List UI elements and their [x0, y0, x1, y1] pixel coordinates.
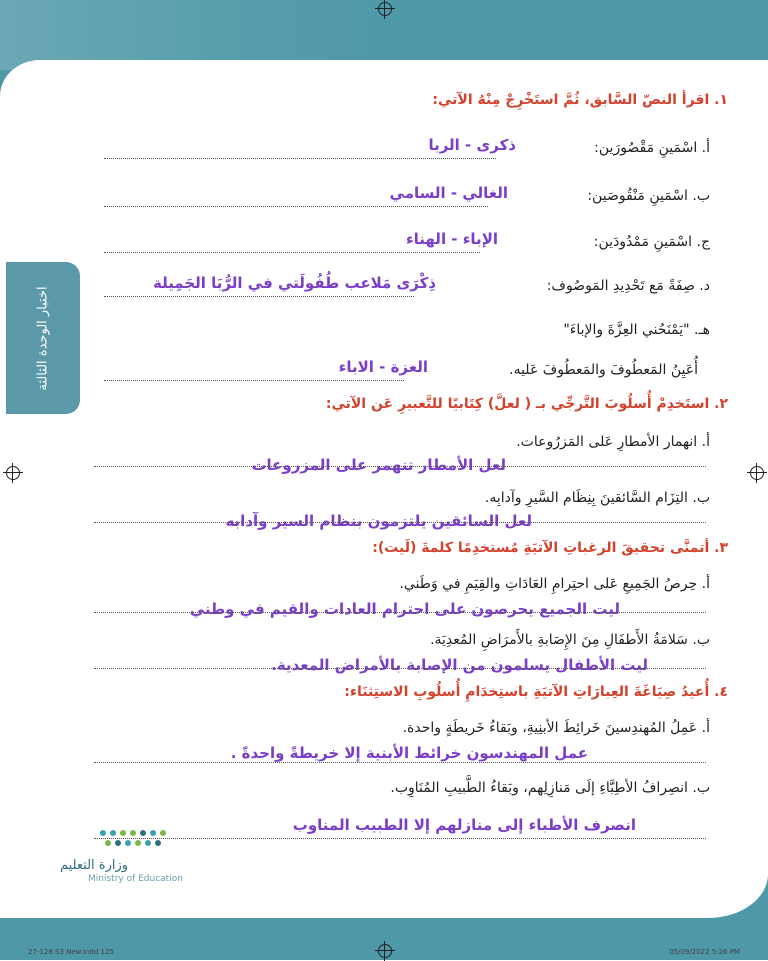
- registration-mark-bottom: [378, 944, 392, 958]
- q3-prompt: ٣. أتمنَّى تحقيقَ الرغباتِ الآتيَةِ مُستخدِمًا كلمةَ (لَيت):: [372, 540, 728, 556]
- logo-dot: [100, 830, 106, 836]
- q2-a-answer: لعل الأمطار تنهمر على المزروعات: [251, 456, 506, 474]
- q4-b-label: ب. انصِرافُ الأطِبَّاءِ إلَى مَنازِلِهم، وبَقاءُ الطَّبيبِ المُنَاوِب.: [390, 780, 710, 796]
- q2-b-label: ب. التِزَام السَّائقينَ بِنِظَام السَّيرِ وآدابِه.: [484, 490, 710, 506]
- q1-b-answer-line: [104, 206, 488, 207]
- q4-b-answer: انصرف الأطباء إلى منازلهم إلا الطبيب المناوب: [292, 816, 636, 834]
- q1-b-label: ب. اسْمَينِ مَنْقُوصَين:: [587, 188, 710, 204]
- logo-dot: [145, 840, 151, 846]
- q2-a-label: أ. انهمار الأمطارِ عَلى المَزرُوعات.: [516, 434, 710, 450]
- q4-a-label: أ. عَمِلُ المُهندِسينَ خَرائِطَ الأبنِيةِ، وبَقاءُ خَريطَةٍ واحدة.: [402, 720, 710, 736]
- ministry-name-en: Ministry of Education: [88, 874, 183, 884]
- logo-dot: [105, 840, 111, 846]
- logo-dot: [115, 840, 121, 846]
- logo-dot: [140, 830, 146, 836]
- page-number: ١٢٥: [42, 888, 75, 909]
- q1-a-answer: ذكرى - الربا: [428, 136, 516, 154]
- logo-dot: [125, 840, 131, 846]
- q3-a-answer-line: [94, 612, 706, 613]
- registration-mark-left: [6, 466, 20, 480]
- ministry-name-ar: وزارة التعليم: [60, 858, 129, 873]
- q1-a-answer-line: [104, 158, 496, 159]
- logo-dot: [155, 840, 161, 846]
- logo-dot: [160, 830, 166, 836]
- registration-mark-top: [378, 2, 392, 16]
- unit-side-tab-label: اختبار الوحدة الثالثة: [35, 285, 51, 391]
- unit-side-tab: [6, 262, 80, 414]
- q1-c-label: ج. اسْمَينِ مَمْدُودَين:: [593, 234, 710, 250]
- q1-e-answer: العزة - الاباء: [338, 358, 428, 376]
- q1-e-sub: أُعَيِنُ المَعطُوفَ والمَعطُوفَ عَليه.: [509, 362, 698, 378]
- q1-d-label: د. صِفَةً مَع تَحْدِيدِ المَوصُوف:: [546, 278, 710, 294]
- ministry-logo-mark: [100, 830, 180, 852]
- logo-dot: [110, 830, 116, 836]
- footer-file-info: 27-128 S3 New.indd 125: [28, 948, 114, 956]
- q1-d-answer-line: [104, 296, 414, 297]
- q1-d-answer: ذِكْرَى مَلاعب طُفُولَتي في الرُّبَا الجَمِيلة: [152, 274, 436, 292]
- q3-a-answer: ليت الجميع يحرصون على احترام العادات والقيم في وطني: [189, 600, 620, 618]
- footer-date: 05/09/2022 5:26 PM: [669, 948, 740, 956]
- q4-prompt: ٤. أُعيدُ صِيَاغَةَ العِبارَاتِ الآتيَةِ باستِخدَامِ أُسلُوبِ الاستِثنَاء:: [344, 684, 728, 700]
- q1-a-label: أ. اسْمَينِ مَقْصُورَين:: [594, 140, 710, 156]
- logo-dot: [120, 830, 126, 836]
- ministry-logo: [60, 824, 200, 884]
- q3-b-answer-line: [94, 668, 706, 669]
- registration-mark-right: [750, 466, 764, 480]
- q4-a-answer-line: [94, 762, 706, 763]
- q2-a-answer-line: [94, 466, 706, 467]
- q3-b-label: ب. سَلامَةُ الأَطفَالِ مِنَ الإِصَابةِ بالأَمرَاضِ المُعدِيَة.: [430, 632, 710, 648]
- q1-b-answer: الغالي - السامي: [389, 184, 508, 202]
- q1-e-label: هـ. "يَمْنَحُني العِزَّةَ والإباءَ": [563, 322, 710, 338]
- q2-b-answer-line: [94, 522, 706, 523]
- q2-prompt: ٢. استَخدِمْ أُسلُوبَ التَّرجِّي بـ ( لعلَّ) كِتَابيًا للتَّعبيرِ عَن الآتي:: [325, 396, 728, 412]
- q3-b-answer: ليت الأطفال يسلمون من الإصابة بالأمراض المعدية.: [271, 656, 648, 674]
- logo-dot: [135, 840, 141, 846]
- q1-e-answer-line: [104, 380, 404, 381]
- q3-a-label: أ. حِرصُ الجَمِيعِ عَلى احتِرامِ العَادَاتِ والقِيَمِ في وَطَني.: [399, 576, 710, 592]
- logo-dot: [150, 830, 156, 836]
- logo-dot: [130, 830, 136, 836]
- q4-a-answer: عمل المهندسون خرائط الأبنية إلا خريطةً واحدةً .: [230, 744, 588, 762]
- q1-c-answer-line: [104, 252, 480, 253]
- q1-c-answer: الإباء - الهناء: [405, 230, 498, 248]
- q2-b-answer: لعل السائقين يلتزمون بنظام السير وآدابه: [225, 512, 532, 530]
- q1-prompt: ١. اقرأ النصّ السَّابق، ثُمَّ استَخْرِجْ مِنْهُ الآتي:: [432, 92, 728, 108]
